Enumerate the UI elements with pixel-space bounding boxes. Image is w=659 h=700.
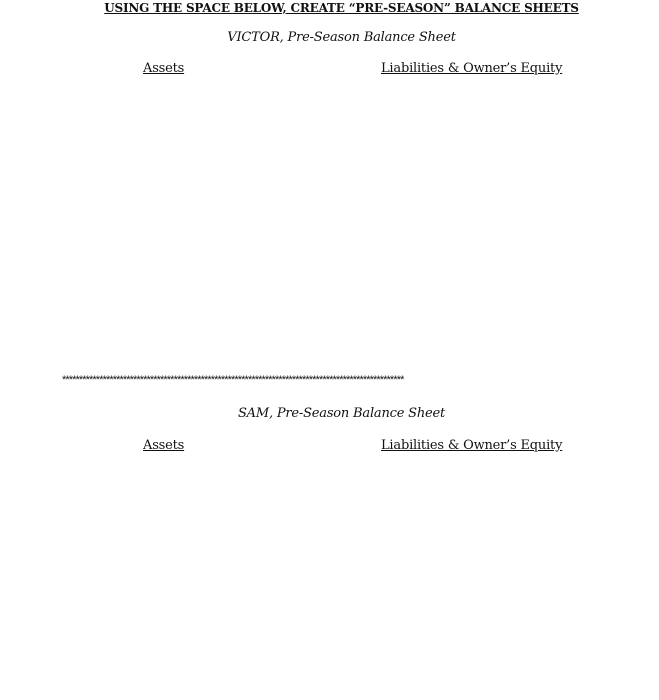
victor-liabilities-heading: Liabilities & Owner’s Equity [381,61,563,76]
section-divider: ***************************************************************************************************** [62,374,404,386]
sam-sheet-title: SAM, Pre-Season Balance Sheet [237,406,446,421]
sam-assets-heading: Assets [143,438,185,453]
victor-assets-heading: Assets [143,61,185,76]
sam-work-area[interactable] [62,462,602,692]
victor-sheet-title: VICTOR, Pre-Season Balance Sheet [227,30,456,45]
victor-work-area[interactable] [62,86,602,366]
sam-liabilities-heading: Liabilities & Owner’s Equity [381,438,563,453]
instruction-heading: USING THE SPACE BELOW, CREATE “PRE-SEASON” BALANCE SHEETS [104,1,579,15]
